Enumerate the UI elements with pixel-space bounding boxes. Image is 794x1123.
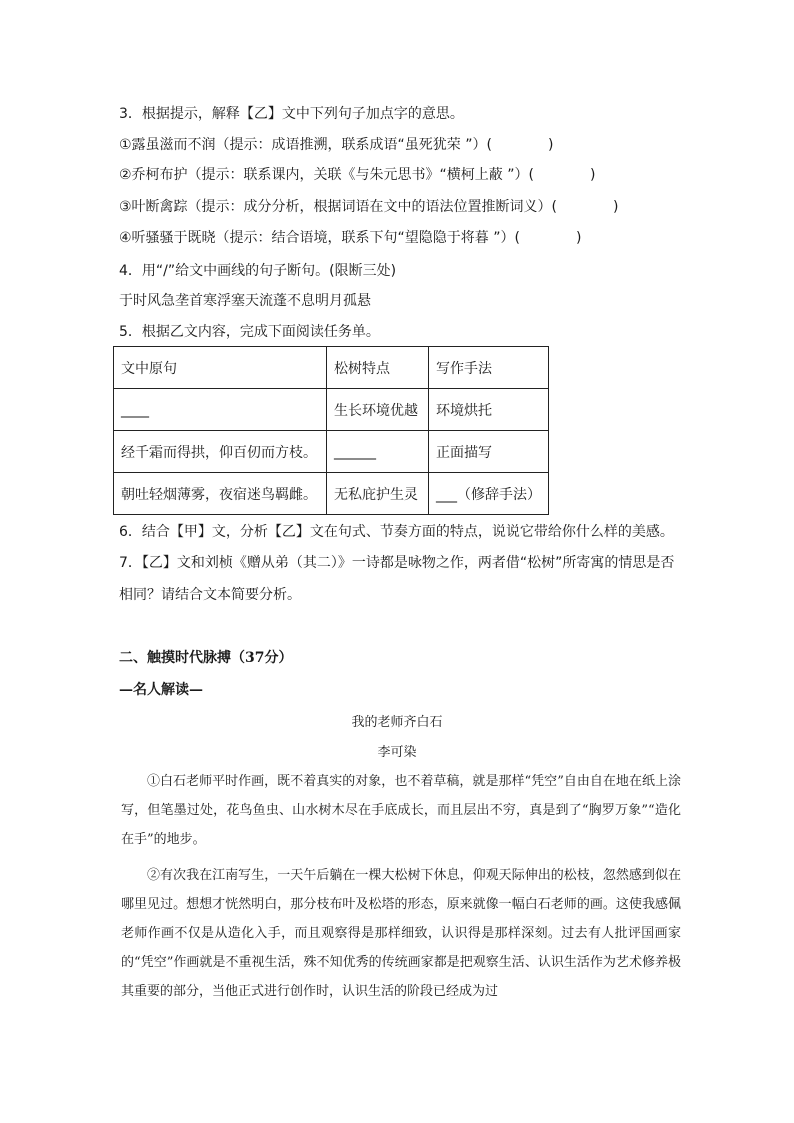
question-6: 6．结合【甲】文，分析【乙】文在句式、节奏方面的特点，说说它带给你什么样的美感。 <box>119 524 674 540</box>
question-4: 4．用“/”给文中画线的句子断句。(限断三处) <box>119 263 397 279</box>
article-paragraph-2: ②有次我在江南写生，一天午后躺在一棵大松树下休息，仰观天际伸出的松枝，忽然感到似在哪里见过。想想才恍然明白，那分枝布叶及松塔的形态，原来就像一幅白石老师的画。这使我感佩老师作画不仅是从造化入手，而且观察得是那样细致，认识得是那样深刻。过去有人批评国画家的“凭空”作画就是不重视生活，殊不知优秀的传统画家都是把观察生活、认识生活作为艺术修养极其重要的部分，当他正式进行创作时，认识生活的阶段已经成为过 <box>121 868 681 999</box>
section-heading: 二、触摸时代脉搏（37分） <box>119 650 293 666</box>
article-author: 李可染 <box>377 745 417 760</box>
question-5: 5．根据乙文内容，完成下面阅读任务单。 <box>119 324 380 340</box>
question-4-text: 于时风急垄首寒浮塞天流蓬不息明月孤悬 <box>119 293 371 309</box>
table-cell: ______ <box>327 431 429 473</box>
question-3-item-2: ②乔柯布护（提示：联系课内，关联《与朱元思书》“横柯上蔽 ”）( ) <box>119 167 596 183</box>
table-cell: 环境烘托 <box>429 389 549 431</box>
table-header-cell: 松树特点 <box>327 347 429 389</box>
table-row <box>114 431 549 473</box>
article-paragraph-1: ①白石老师平时作画，既不着真实的对象，也不着草稿，就是那样“凭空”自由自在地在纸上涂写，但笔墨过处，花鸟鱼虫、山水树木尽在手底成长，而且层出不穷，真是到了“胸罗万象”“造化在手”的地步。 <box>121 774 681 847</box>
table-header-row <box>114 347 549 389</box>
section-subheading: —名人解读— <box>119 682 203 698</box>
question-3-item-4: ④听骚骚于既晓（提示：结合语境，联系下句“望隐隐于将暮 ”）( ) <box>119 230 582 246</box>
table-cell: ____ <box>114 389 327 431</box>
question-7-line-1: 7．【乙】文和刘桢《赠从弟（其二）》一诗都是咏物之作，两者借“松树”所寄寓的情思是否 <box>119 555 675 571</box>
question-3-item-1: ①露虽滋而不润（提示：成语推溯，联系成语“虽死犹荣 ”）( ) <box>119 137 554 153</box>
table-cell: 无私庇护生灵 <box>327 473 429 515</box>
table-header-cell: 写作手法 <box>429 347 549 389</box>
question-7-line-2: 相同？请结合文本简要分析。 <box>119 587 301 603</box>
question-3: 3．根据提示，解释【乙】文中下列句子加点字的意思。 <box>119 106 464 122</box>
table-row <box>114 473 549 515</box>
table-cell: 生长环境优越 <box>327 389 429 431</box>
table-row <box>114 389 549 431</box>
reading-task-table <box>113 346 549 515</box>
table-cell: ___（修辞手法） <box>429 473 549 515</box>
question-3-item-3: ③叶断禽踪（提示：成分分析，根据词语在文中的语法位置推断词义）( ) <box>119 199 619 215</box>
table-cell: 朝吐轻烟薄雾，夜宿迷鸟羁雌。 <box>114 473 327 515</box>
table-cell: 正面描写 <box>429 431 549 473</box>
article-title: 我的老师齐白石 <box>351 715 443 730</box>
table-header-cell: 文中原句 <box>114 347 327 389</box>
table-cell: 经千霜而得拱，仰百仞而方枝。 <box>114 431 327 473</box>
